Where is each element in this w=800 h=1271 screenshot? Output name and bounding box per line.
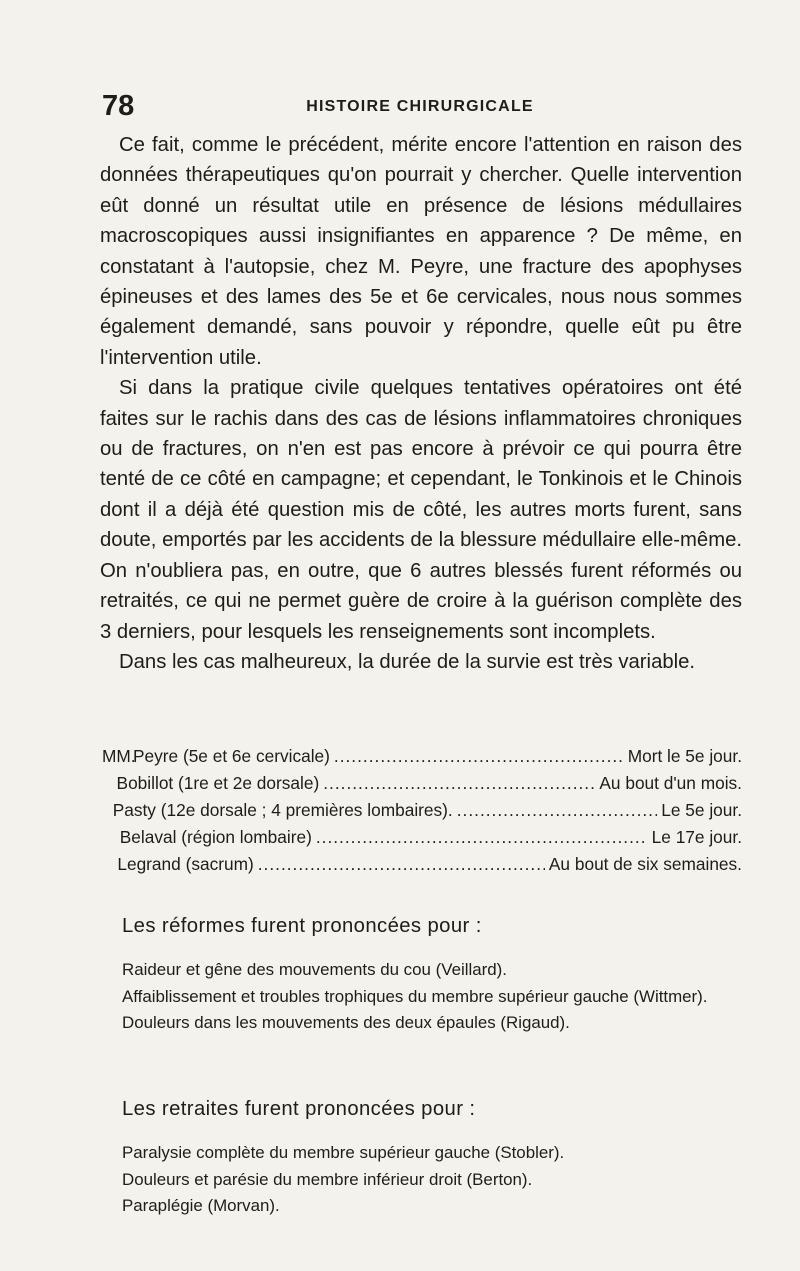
leader-dots <box>457 797 658 824</box>
case-name: Pasty (12e dorsale ; 4 premières lombaires). <box>112 800 453 820</box>
case-prefix: MM. <box>102 746 136 766</box>
case-row <box>102 797 742 824</box>
case-outcome: Mort le 5e jour. <box>627 746 742 766</box>
reformes-heading: Les réformes furent prononcées pour : <box>122 915 482 937</box>
case-outcome: Au bout de six semaines. <box>548 854 742 874</box>
body-text <box>100 130 742 677</box>
case-name: Legrand (sacrum) <box>117 854 254 874</box>
case-outcome: Au bout d'un mois. <box>599 773 742 793</box>
list-item: Paralysie complète du membre supérieur gauche (Stobler). <box>122 1143 565 1162</box>
leader-dots <box>258 851 545 878</box>
case-row <box>102 743 742 770</box>
leader-dots <box>334 743 624 770</box>
paragraph: Dans les cas malheureux, la durée de la survie est très variable. <box>119 650 696 673</box>
list-item: Douleurs et parésie du membre inférieur droit (Berton). <box>122 1169 533 1189</box>
case-list <box>102 743 742 878</box>
list-item: Paraplégie (Morvan). <box>122 1196 280 1215</box>
leader-dots <box>323 770 595 797</box>
case-name: Belaval (région lombaire) <box>119 827 312 847</box>
case-name: Bobillot (1re et 2e dorsale) <box>116 773 320 793</box>
case-name: Peyre (5e et 6e cervicale) <box>133 746 330 766</box>
case-row <box>102 770 742 797</box>
page-header <box>102 90 742 122</box>
case-outcome: Le 5e jour. <box>661 800 742 820</box>
reformes-list <box>102 957 742 1037</box>
paragraph: Ce fait, comme le précédent, mérite encore l'attention en raison des données thérapeutiques qu'on pourrait y chercher. Quelle intervention eût donné un résultat utile en présence de lésions médullaires macroscopiques aussi insignifiantes en apparence ? De même, en constatant à l'autopsie, chez M. Peyre, une fracture des apophyses épineuses et des lames des 5e et 6e cervicales, nous nous sommes également demandé, sans pouvoir y répondre, quelle eût pu être l'intervention utile. <box>100 134 742 369</box>
leader-dots <box>316 824 648 851</box>
list-item: Raideur et gêne des mouvements du cou (Veillard). <box>122 960 507 979</box>
list-item: Douleurs dans les mouvements des deux épaules (Rigaud). <box>122 1013 570 1032</box>
list-item: Affaiblissement et troubles trophiques du membre supérieur gauche (Wittmer). <box>122 986 708 1006</box>
case-row <box>102 851 742 878</box>
retraites-list <box>102 1140 742 1220</box>
paragraph: Si dans la pratique civile quelques tentatives opératoires ont été faites sur le rachis dans des cas de lésions inflammatoires chroniques ou de fractures, on n'en est pas encore à prévoir ce qui pourra être tenté de ce côté en campagne; et cependant, le Tonkinois et le Chinois dont il a déjà été question mis de côté, les autres morts furent, sans doute, emportés par les accidents de la blessure médullaire elle-même. On n'oubliera pas, en outre, que 6 autres blessés furent réformés ou retraités, ce qui ne permet guère de croire à la guérison complète des 3 derniers, pour lesquels les renseignements sont incomplets. <box>100 377 742 643</box>
running-title: HISTOIRE CHIRURGICALE <box>306 98 534 115</box>
retraites-heading: Les retraites furent prononcées pour : <box>122 1098 476 1120</box>
page-number: 78 <box>102 90 135 122</box>
case-outcome: Le 17e jour. <box>651 827 742 847</box>
case-row <box>102 824 742 851</box>
